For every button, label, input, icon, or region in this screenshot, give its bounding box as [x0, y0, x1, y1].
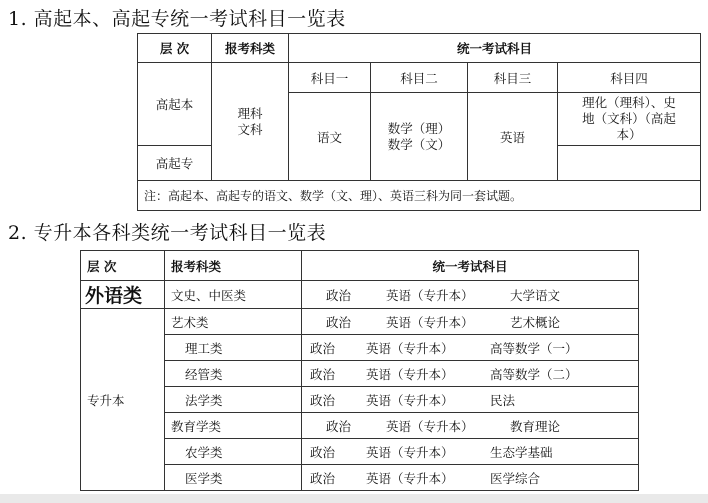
level-cell-gaoqiben: 高起本	[138, 63, 212, 146]
subject-header-4: 科目四	[558, 63, 701, 93]
subjects-cell	[302, 413, 639, 439]
subject-item: 英语（专升本）	[366, 470, 454, 486]
category-line: 理科	[237, 105, 263, 121]
subjects-cell	[302, 309, 639, 335]
subject4-empty-cell	[558, 146, 701, 181]
unified-subjects-header: 统一考试科目	[289, 34, 701, 63]
subject-item: 英语（专升本）	[366, 444, 454, 460]
subjects-cell	[302, 465, 639, 491]
category-cell: 文史、中医类	[165, 281, 302, 309]
subject4-line: 地（文科）（高起	[582, 111, 676, 126]
section1-heading: 1. 高起本、高起专统一考试科目一览表	[8, 8, 346, 30]
foreign-language-label: 外语类	[81, 281, 165, 309]
category-header: 报考科类	[212, 34, 289, 63]
subject-item: 政治	[310, 392, 336, 408]
subject-item: 英语（专升本）	[386, 418, 474, 434]
subject-item: 医学综合	[490, 470, 541, 486]
subject-item: 政治	[326, 287, 352, 303]
subjects-cell	[302, 361, 639, 387]
bottom-band	[0, 494, 708, 503]
subject-item: 高等数学（一）	[490, 340, 578, 356]
category-cell	[212, 63, 289, 181]
subjects-cell	[302, 387, 639, 413]
table-note: 注：高起本、高起专的语文、数学（文、理）、英语三科为同一套试题。	[138, 181, 701, 211]
subject1-cell: 语文	[289, 93, 371, 181]
subject2-cell	[371, 93, 468, 181]
subject-header-1: 科目一	[289, 63, 371, 93]
category-line: 文科	[237, 121, 263, 137]
subject-item: 大学语文	[510, 287, 561, 303]
category-cell: 农学类	[165, 439, 302, 465]
subject4-line: 本）	[616, 127, 642, 142]
subject-item: 政治	[310, 470, 336, 486]
subjects-cell	[302, 439, 639, 465]
level-cell-gaoqizhuan: 高起专	[138, 146, 212, 181]
subject3-cell: 英语	[468, 93, 558, 181]
subjects-cell	[302, 335, 639, 361]
subject-item: 英语（专升本）	[386, 314, 474, 330]
subject-item: 高等数学（二）	[490, 366, 578, 382]
subject-header-3: 科目三	[468, 63, 558, 93]
category-cell: 教育学类	[165, 413, 302, 439]
subject-item: 政治	[310, 366, 336, 382]
subject2-line: 数学（理）	[387, 120, 451, 136]
subject4-cell	[558, 93, 701, 146]
category-cell: 医学类	[165, 465, 302, 491]
category-cell: 法学类	[165, 387, 302, 413]
subject4-line: 理化（理科）、史	[582, 95, 676, 110]
subject-item: 英语（专升本）	[366, 366, 454, 382]
unified-subjects-header: 统一考试科目	[302, 251, 639, 281]
subject2-line: 数学（文）	[387, 136, 451, 152]
subject-item: 政治	[326, 418, 352, 434]
subject-item: 英语（专升本）	[366, 392, 454, 408]
section2-heading: 2. 专升本各科类统一考试科目一览表	[8, 222, 327, 244]
subject-item: 教育理论	[510, 418, 561, 434]
level-cell-zhuanshengben: 专升本	[81, 309, 165, 491]
subject-item: 生态学基础	[490, 444, 553, 460]
subject-item: 艺术概论	[510, 314, 561, 330]
subject-item: 政治	[326, 314, 352, 330]
category-cell: 理工类	[165, 335, 302, 361]
gaoqi-subjects-table	[137, 33, 701, 211]
subjects-cell	[302, 281, 639, 309]
category-cell: 经管类	[165, 361, 302, 387]
subject-item: 政治	[310, 340, 336, 356]
subject-item: 政治	[310, 444, 336, 460]
category-cell: 艺术类	[165, 309, 302, 335]
subject-item: 民法	[490, 392, 516, 408]
subject-item: 英语（专升本）	[366, 340, 454, 356]
subject-item: 英语（专升本）	[386, 287, 474, 303]
zhuanshengben-subjects-table	[80, 250, 639, 491]
category-header: 报考科类	[165, 251, 302, 281]
level-header: 层 次	[138, 34, 212, 63]
subject-header-2: 科目二	[371, 63, 468, 93]
level-header: 层 次	[81, 251, 165, 281]
